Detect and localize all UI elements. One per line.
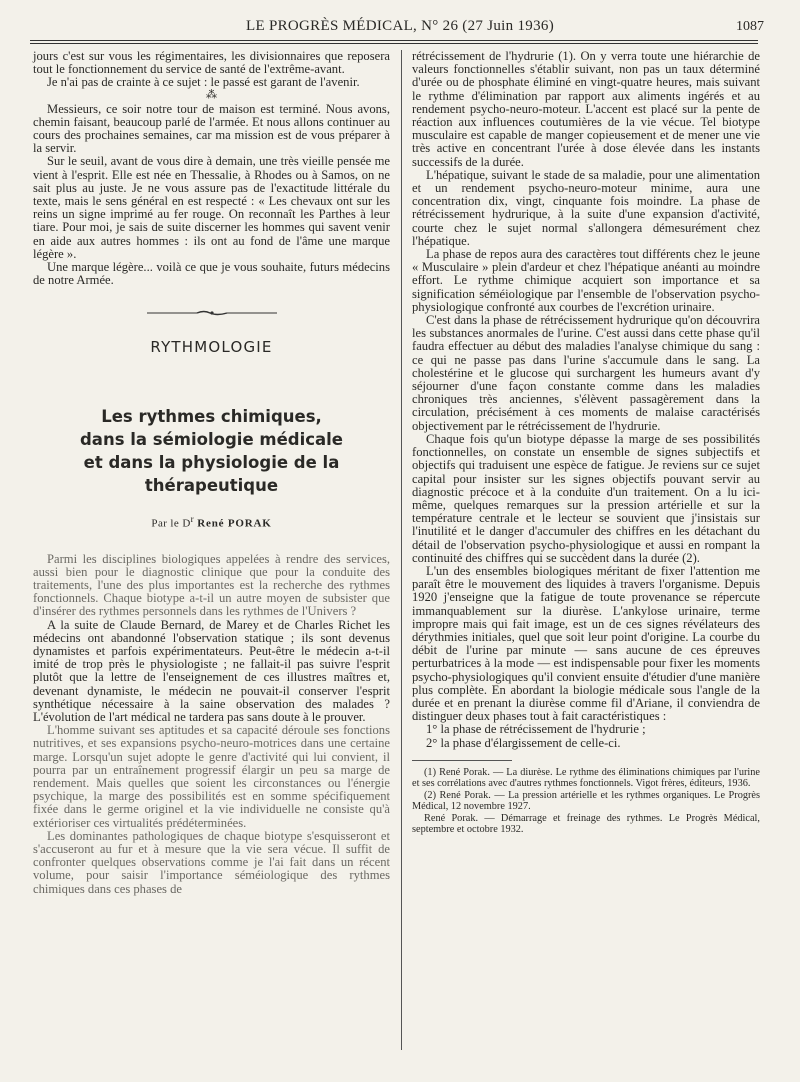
section-heading: RYTHMOLOGIE xyxy=(150,338,273,357)
list-item: 2° la phase d'élargissement de celle-ci. xyxy=(426,735,621,750)
paragraph: Je n'ai pas de crainte à ce sujet : le passé est garant de l'avenir. xyxy=(47,75,360,90)
paragraph: Parmi les disciplines biologiques appelées à rendre des services, aussi bien pour le diagnostic clinique que pour la conduite des traitements, l'une des plus importantes est la recherche des rythmes fonctionnels. Chaque biotype a-t-il un autre moyen de subsister que d'insérer des rythmes personnels dans les rythmes de l'Univers ? xyxy=(33,551,390,619)
article-title-line: Les rythmes chimiques, xyxy=(101,406,322,426)
list-item: 1° la phase de rétrécissement de l'hydrurie ; xyxy=(426,722,646,737)
header-rule xyxy=(30,40,758,41)
footnote-rule xyxy=(412,760,512,761)
paragraph: Sur le seuil, avant de vous dire à demain, une très vieille pensée me vient à l'esprit. Elle est née en Thessalie, à Rhodes ou à Samos, on ne sait plus au juste. Je ne vous assure pas de l'exactitude littérale du texte, mais le sens général en est respecté : « Les chevaux ont sur les reins un signe imprimé au fer rouge. On reconnaît les Parthes à leur tiare. Pour moi, je sais de suite discerner les hommes qui savent venir en aide aux autres hommes : ils ont au fond de l'âme une marque légère ». xyxy=(33,154,390,261)
paragraph: rétrécissement de l'hydrurie (1). On y verra toute une hiérarchie de valeurs fonctionnelles s'établir suivant, non pas un taux déterminé d'urée ou de phosphate éliminé en vingt-quatre heures, mais suivant le rythme d'élimination par rapport aux aliments ingérés et au rendement psycho-neuro-moteur. L'accent est placé sur la pente de réaction aux influences coutumières de la vie vécue. Tel biotype musculaire est capable de manger copieusement et de mener une vie très active en concentrant l'urée à dose élevée dans les instants successifs de la durée. xyxy=(412,49,760,169)
footnote: (2) René Porak. — La pression artérielle et les rythmes organiques. Le Progrès Médical, 12 novembre 1927. xyxy=(412,789,760,813)
byline-sup: r xyxy=(190,513,195,524)
paragraph: Les dominantes pathologiques de chaque biotype s'esquisseront et s'accuseront au fur et à mesure que la vie sera vécue. Il suffit de confronter quelques observations comme je l'ai fait dans un récent volume, pour saisir l'importance séméiologique des rythmes chimiques dans ces phases de xyxy=(33,828,390,896)
journal-title: LE PROGRÈS MÉDICAL, N° 26 (27 Juin 1936) xyxy=(245,18,554,34)
header-rule-double xyxy=(30,43,758,44)
running-header xyxy=(30,18,770,40)
page-number: 1087 xyxy=(736,19,764,34)
ornament-divider xyxy=(147,309,277,317)
footnote: (1) René Porak. — La diurèse. Le rythme des éliminations chimiques par l'urine et ses corrélations avec d'autres rythmes fonctionnels. Vigot frères, éditeurs, 1936. xyxy=(412,766,760,790)
byline xyxy=(33,513,390,531)
paragraph: Une marque légère... voilà ce que je vous souhaite, futurs médecins de notre Armée. xyxy=(33,260,390,288)
footnotes xyxy=(412,767,760,836)
article-title-line: dans la sémiologie médicale xyxy=(80,429,343,449)
asterism: ⁂ xyxy=(206,88,217,101)
paragraph: La phase de repos aura des caractères tout différents chez le jeune « Musculaire » plein d'ardeur et chez l'hépatique anéanti au moindre effort. Le rythme chimique acquiert son importance et sa signification séméiologique par l'ensemble de l'observation psycho-physiologique confronté aux courbes de l'excrétion urinaire. xyxy=(412,247,760,314)
paragraph: Chaque fois qu'un biotype dépasse la marge de ses possibilités fonctionnelles, on constate un ensemble de signes subjectifs et objectifs qui traduisent une espèce de fatigue. Je reviens sur ce sujet capital pour insister sur les signes objectifs pouvant servir au diagnostic précoce et à la conduite d'un traitement. On a lu ici-même, quelques remarques sur la pression artérielle et sur la température centrale et le lecteur se souvient que j'insistais sur l'inutilité et le danger d'accumuler des chiffres en les détachant du détail de l'observation psycho-physiologique et aussi en rompant la continuité des chiffres qui se succèdent dans la durée (2). xyxy=(412,431,760,565)
column-divider xyxy=(401,50,402,1050)
article-title-line: et dans la physiologie de la thérapeutique xyxy=(83,452,340,495)
paragraph: L'un des ensembles biologiques méritant de fixer l'attention me paraît être le mouvement des liquides à travers l'organisme. Depuis 1920 j'enseigne que la fatigue de toute provenance se répercute immanquablement sur la diurèse. L'ankylose urinaire, terme impropre mais qui fait image, est un de ces signes révélateurs des dérythmies initiales, quel que soit leur point d'origine. La courbe du débit de l'urine par minute — sans aucune de ces épreuves perturbatrices à la mode — est indispensable pour fixer les moments psycho-physiologiques qu'il convient ensuite d'étudier d'une manière plus complète. En abordant la biologie médicale sous l'angle de la durée et en prenant la diurèse comme fil d'Ariane, il conviendra de distinguer deux phases tout à fait caractéristiques : xyxy=(412,563,760,724)
byline-prefix: Par le D xyxy=(151,517,191,530)
paragraph: A la suite de Claude Bernard, de Marey et de Charles Richet les médecins ont abandonné l'observation statique ; ils sont devenus dynamistes et parfois expérimentateurs. Peut-être le médecin a-t-il imité de trop près le physiologiste ; ne fallait-il pas suivre l'esprit plutôt que la lettre de l'enseignement de ces illustres maîtres et, devenant dynamiste, le médecin ne pouvait-il conserver l'esprit synthétique nécessaire à la saine observation des malades ? L'évolution de l'art médical ne tardera pas sans doute à le prouver. xyxy=(33,617,390,724)
author-name: René PORAK xyxy=(197,517,272,530)
paragraph: C'est dans la phase de rétrécissement hydrurique qu'on découvrira les substances anormales de l'urine. C'est aussi dans cette phase qu'il faudra effectuer au début des maladies l'analyse chimique du sang : ce qui ne passe pas dans l'urine s'accumule dans le sang. La cholestérine et le glucose qui surchargent les humeurs avant d'y séjourner d'une façon constante comme dans les maladies chroniques très anciennes, s'élèvent passagèrement dans la circulation, précisément à ces moments de malaise caractérisés objectivement par le rétrécissement de l'hydrurie. xyxy=(412,313,760,433)
paragraph: L'homme suivant ses aptitudes et sa capacité déroule ses fonctions nutritives, et ses expansions psycho-neuro-motrices dans une certaine marge. Lorsqu'un sujet adopte le genre d'activité qui lui convient, il pourra par un entraînement progressif élargir un peu sa marge de rendement. Mais quelles que soient les circonstances ou l'énergie psychique, la marge des possibilités est en somme spécifiquement fixée dans le germe originel et la vie individuelle ne consiste qu'à extérioriser ces virtualités prédéterminées. xyxy=(33,723,390,830)
paragraph: Messieurs, ce soir notre tour de maison est terminé. Nous avons, chemin faisant, beaucoup parlé de l'armée. Et nous allons continuer au cours des prochaines semaines, car ma mission est de vous préparer à la servir. xyxy=(33,101,390,156)
footnote: René Porak. — Démarrage et freinage des rythmes. Le Progrès Médical, septembre et octobre 1932. xyxy=(412,812,760,836)
paragraph: L'hépatique, suivant le stade de sa maladie, pour une alimentation et un rendement psycho-neuro-moteur minime, aura une concentration dix, vingt, cinquante fois moindre. La phase de rétrécissement hydrurique, à la suite d'une expansion d'activité, courte chez le sujet normal s'allongera démesurément chez l'hépatique. xyxy=(412,167,760,248)
left-column xyxy=(33,50,390,896)
right-column xyxy=(412,50,760,836)
paragraph: jours c'est sur vous les régimentaires, les divisionnaires que reposera tout le fonctionnement du service de santé de l'extrême-avant. xyxy=(33,49,390,77)
